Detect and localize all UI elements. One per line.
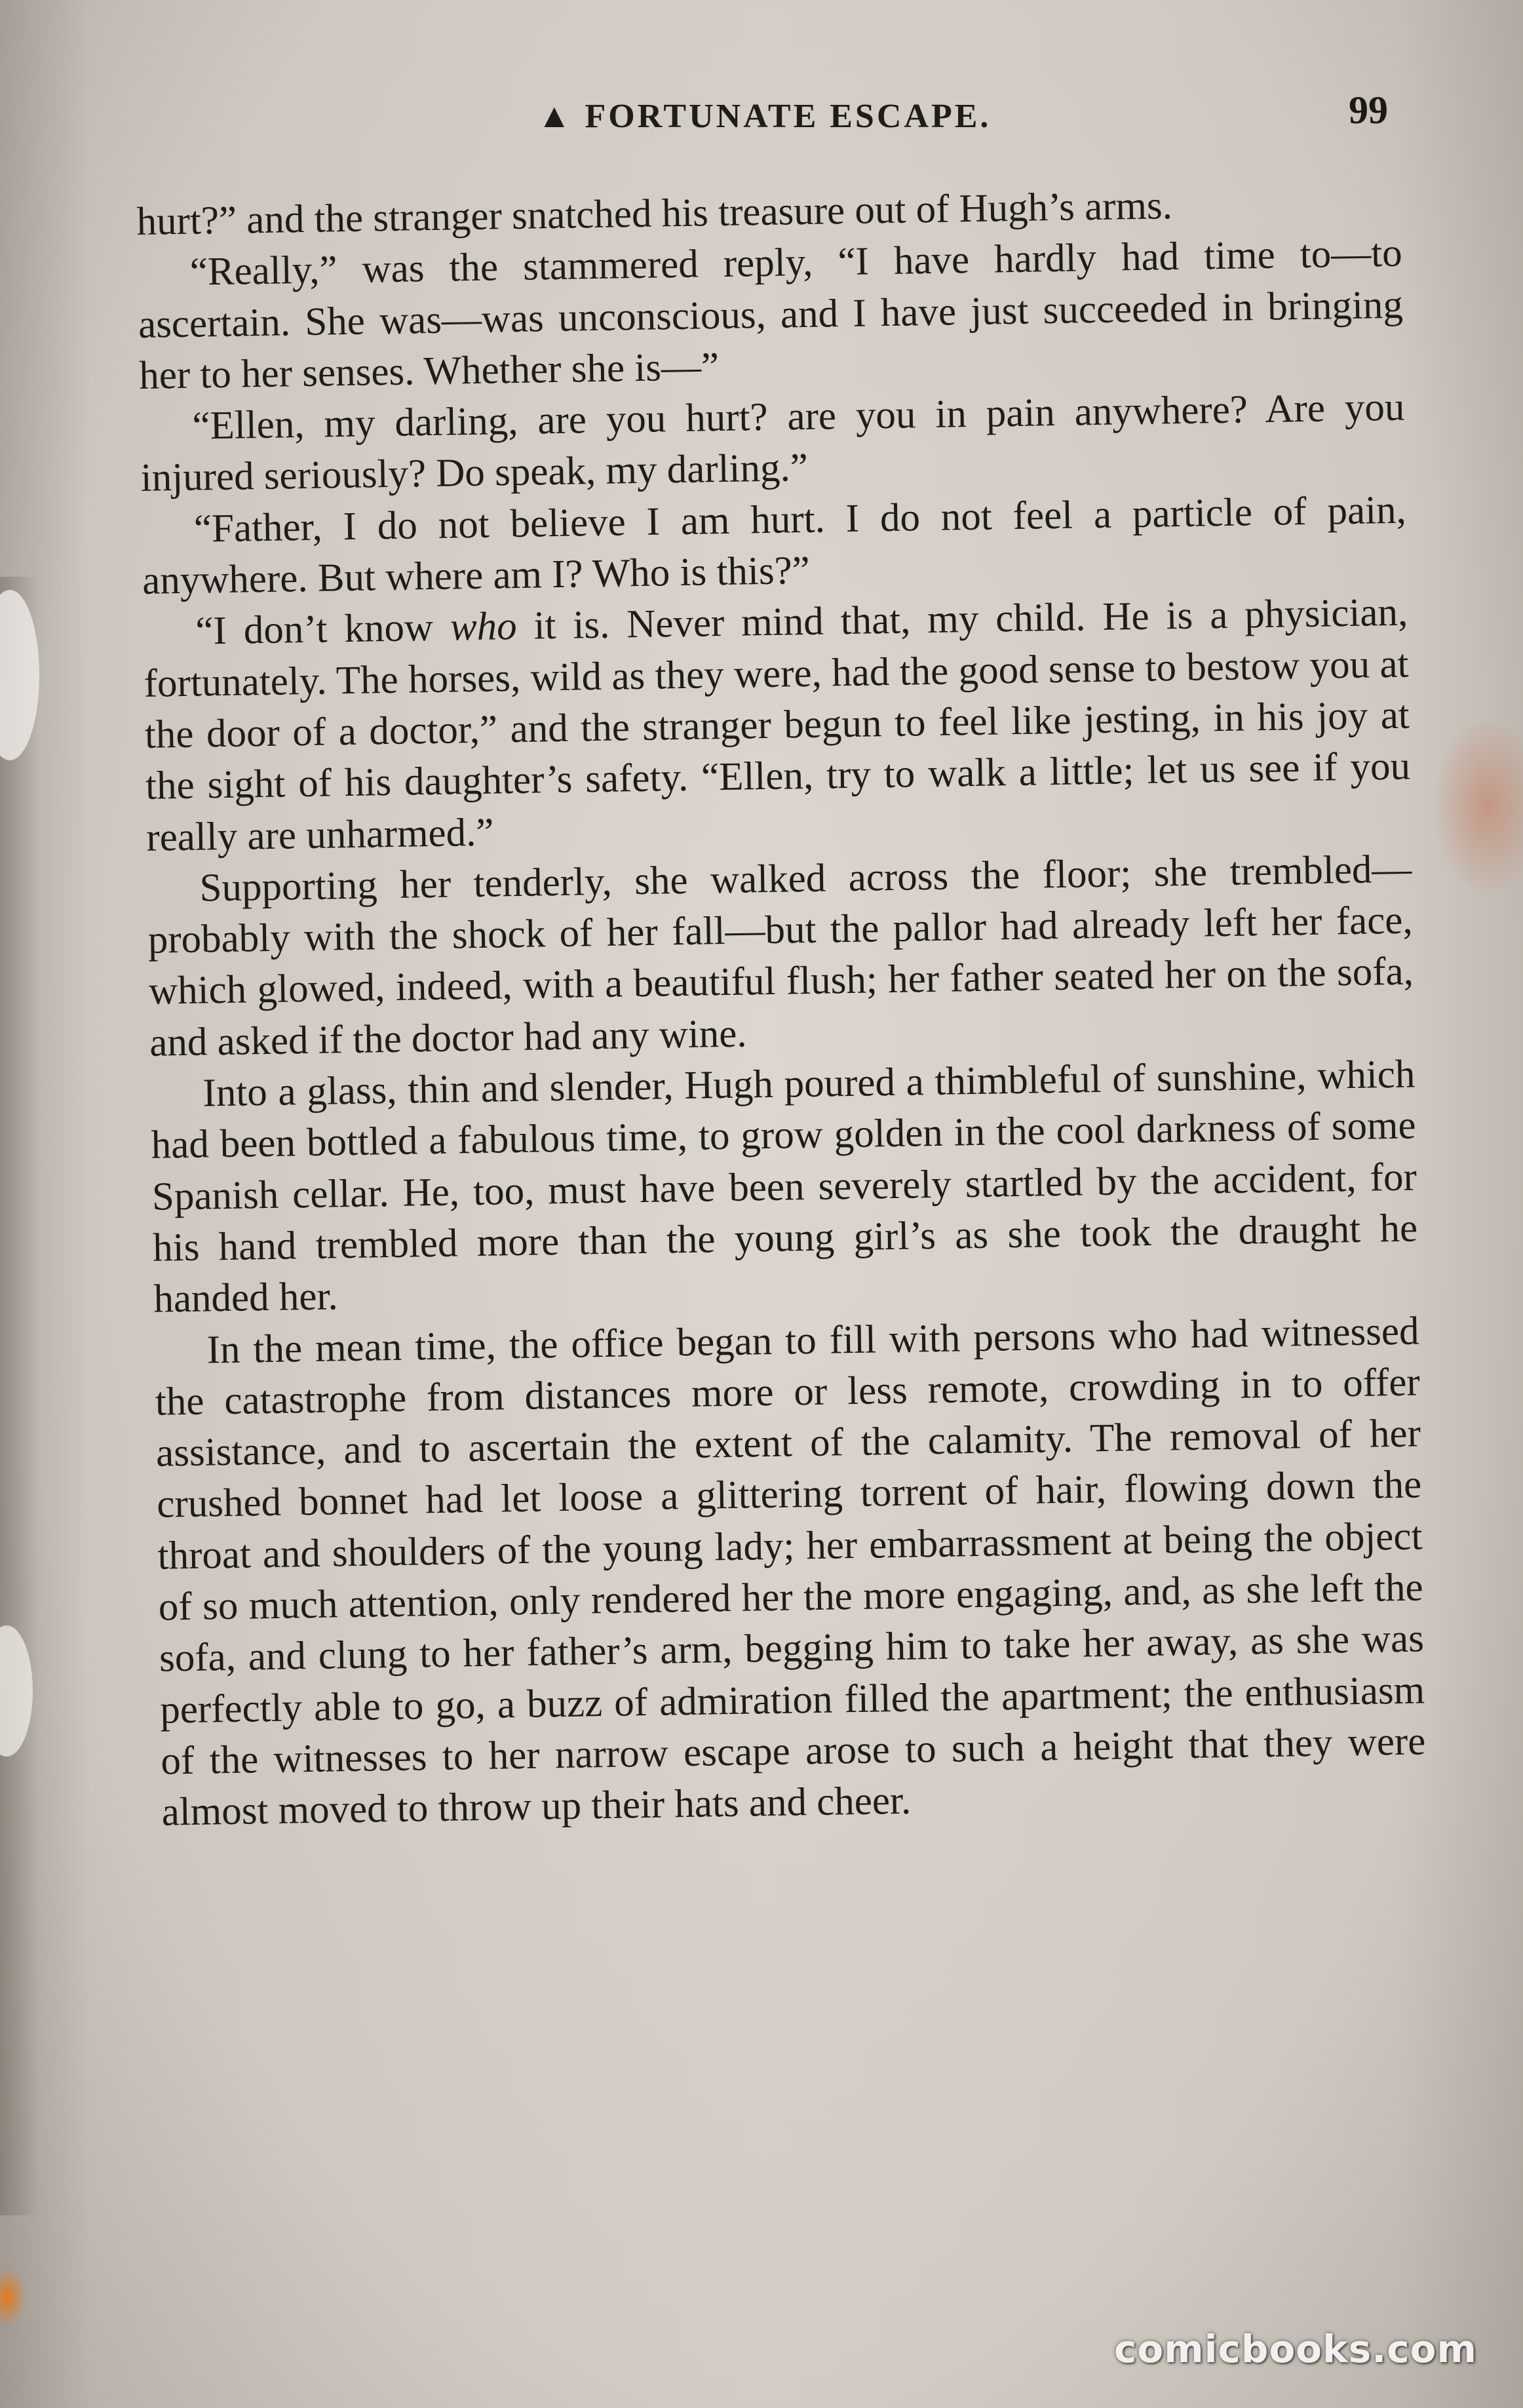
paragraph-1: hurt?” and the stranger snatched his treasure out of Hugh’s arms. bbox=[136, 184, 1173, 244]
page-header bbox=[0, 85, 1523, 151]
paragraph-5-start: “I don’t know bbox=[195, 605, 451, 654]
paragraph-8: In the mean time, the office began to fill with persons who had witnessed the catastrophe from distances more or less remote, crowding in to offer assistance, and to ascertain the extent of the calamity. The removal of her crushed bonnet had let loose a glittering torrent of hair, flowing down the throat and shoulders of the young lady; her embarrassment at being the object of so much attention, only rendered her the more engaging, and, as she left the sofa, and clung to her father’s arm, begging him to take her away, as she was perfectly able to go, a buzz of admiration filled the apartment; the enthusiasm of the witnesses to her narrow escape arose to such a height that they were almost moved to throw up their hats and cheer. bbox=[155, 1309, 1426, 1835]
foxing-stain bbox=[1435, 721, 1523, 891]
paragraph-3: “Ellen, my darling, are you hurt? are you in pain anywhere? Are you injured seriously? Do speak, my darling.” bbox=[140, 385, 1405, 501]
emphasis-who: who bbox=[450, 604, 518, 650]
paragraph-4: “Father, I do not believe I am hurt. I do not feel a particle of pain, anywhere. But where am I? Who is this?” bbox=[142, 488, 1407, 604]
running-head: ▲ FORTUNATE ESCAPE. bbox=[537, 98, 992, 135]
page-edge-shadow bbox=[0, 577, 39, 2215]
paragraph-6: Supporting her tenderly, she walked across the floor; she trembled—probably with the shock of her fall—but the pallor had already left her face, which glowed, indeed, with a beautiful flush; her father seated her on the sofa, and asked if the doctor had any wine. bbox=[147, 847, 1414, 1065]
paragraph-2: “Really,” was the stammered reply, “I have hardly had time to—to ascertain. She was—was unconscious, and I have just succeeded in bringing her to her senses. Whether she is—” bbox=[138, 231, 1404, 398]
corner-mark bbox=[0, 2268, 26, 2327]
watermark: comicbooks.com bbox=[1114, 2327, 1477, 2371]
page-number: 99 bbox=[1349, 88, 1388, 132]
paragraph-5 bbox=[143, 587, 1412, 864]
paragraph-5-rest: it is. Never mind that, my child. He is a physician, fortunately. The horses, wild as they were, had the good sense to bestow you at the door of a doctor,” and the stranger begun to feel like jesting, in his joy at the sight of his daughter’s safety. “Ellen, try to walk a little; let us see if you really are unharmed.” bbox=[144, 590, 1411, 860]
paragraph-7: Into a glass, thin and slender, Hugh poured a thimbleful of sunshine, which had been bottled a fabulous time, to grow golden in the cool darkness of some Spanish cellar. He, too, must have been severely startled by the accident, for his hand trembled more than the young girl’s as she took the draught he handed her. bbox=[151, 1052, 1418, 1322]
body-text bbox=[136, 177, 1427, 1839]
